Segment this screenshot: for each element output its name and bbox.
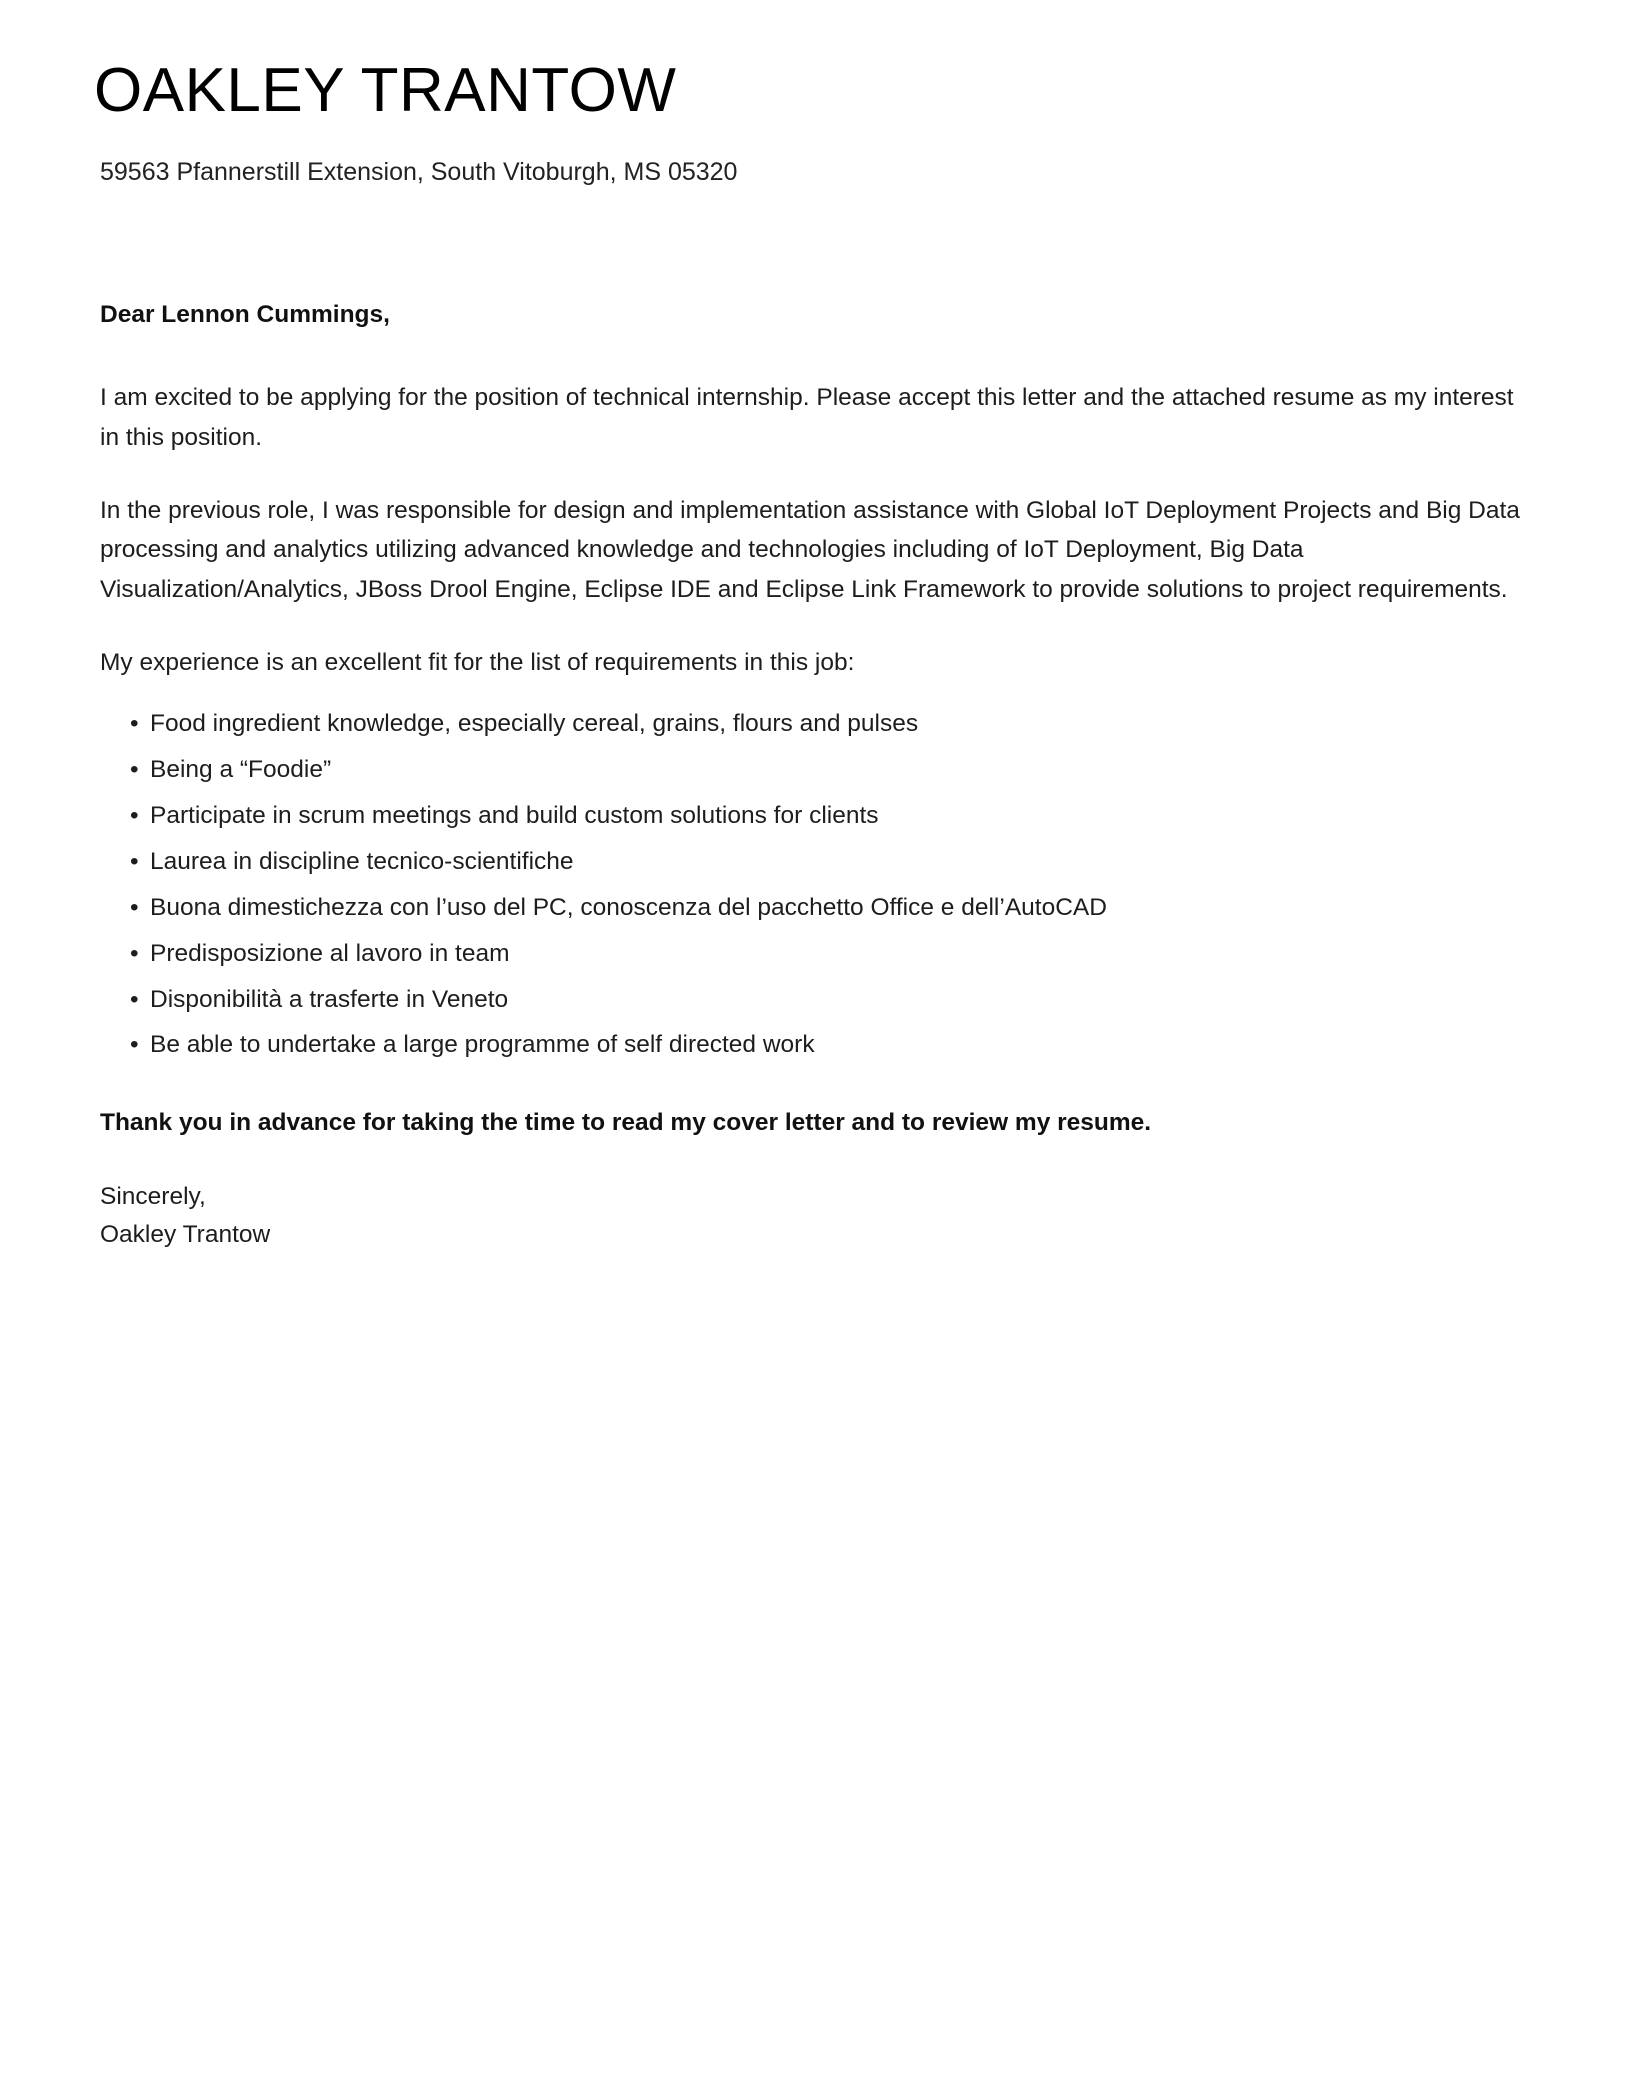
list-item	[100, 1029, 1522, 1061]
list-item	[100, 938, 1522, 970]
list-item-label: Food ingredient knowledge, especially cereal, grains, flours and pulses	[150, 710, 919, 738]
body-paragraph-2: In the previous role, I was responsible for design and implementation assistance with Global IoT Deployment Projects and Big Data processing and analytics utilizing advanced knowledge and technologies including of IoT Deployment, Big Data Visualization/Analytics, JBoss Drool Engine, Eclipse IDE and Eclipse Link Framework to provide solutions to project requirements.	[100, 496, 1520, 604]
list-item	[100, 892, 1522, 924]
bullet-icon: •	[130, 710, 139, 738]
salutation: Dear Lennon Cummings,	[100, 300, 390, 328]
list-item-label: Be able to undertake a large programme of self directed work	[150, 1031, 815, 1059]
closing-statement: Thank you in advance for taking the time to read my cover letter and to review my resume.	[100, 1109, 1152, 1137]
letter-body	[100, 297, 1522, 1254]
bullet-icon: •	[130, 1031, 139, 1059]
list-item-label: Being a “Foodie”	[150, 756, 332, 784]
list-item-label: Laurea in discipline tecnico-scientifiche	[150, 847, 574, 875]
page-title: OAKLEY TRANTOW	[94, 56, 677, 125]
list-item	[100, 984, 1522, 1016]
list-item	[100, 846, 1522, 878]
bullet-icon: •	[130, 847, 139, 875]
requirements-list	[100, 708, 1522, 1061]
signature-name: Oakley Trantow	[100, 1220, 271, 1248]
list-item-label: Disponibilità a trasferte in Veneto	[150, 985, 509, 1013]
bullet-icon: •	[130, 802, 139, 830]
applicant-address: 59563 Pfannerstill Extension, South Vitoburgh, MS 05320	[100, 158, 738, 187]
bullet-icon: •	[130, 893, 139, 921]
requirements-intro: My experience is an excellent fit for the list of requirements in this job:	[100, 648, 855, 676]
sign-off: Sincerely,	[100, 1182, 206, 1210]
list-item-label: Buona dimestichezza con l’uso del PC, conoscenza del pacchetto Office e dell’AutoCAD	[150, 893, 1107, 921]
list-item-label: Participate in scrum meetings and build custom solutions for clients	[150, 802, 879, 830]
bullet-icon: •	[130, 985, 139, 1013]
list-item	[100, 800, 1522, 832]
bullet-icon: •	[130, 756, 139, 784]
list-item-label: Predisposizione al lavoro in team	[150, 939, 510, 967]
list-item	[100, 708, 1522, 740]
body-paragraph-1: I am excited to be applying for the position of technical internship. Please accept this letter and the attached resume as my interest in this position.	[100, 384, 1514, 451]
bullet-icon: •	[130, 939, 139, 967]
signature-block	[100, 1178, 1522, 1254]
list-item	[100, 754, 1522, 786]
